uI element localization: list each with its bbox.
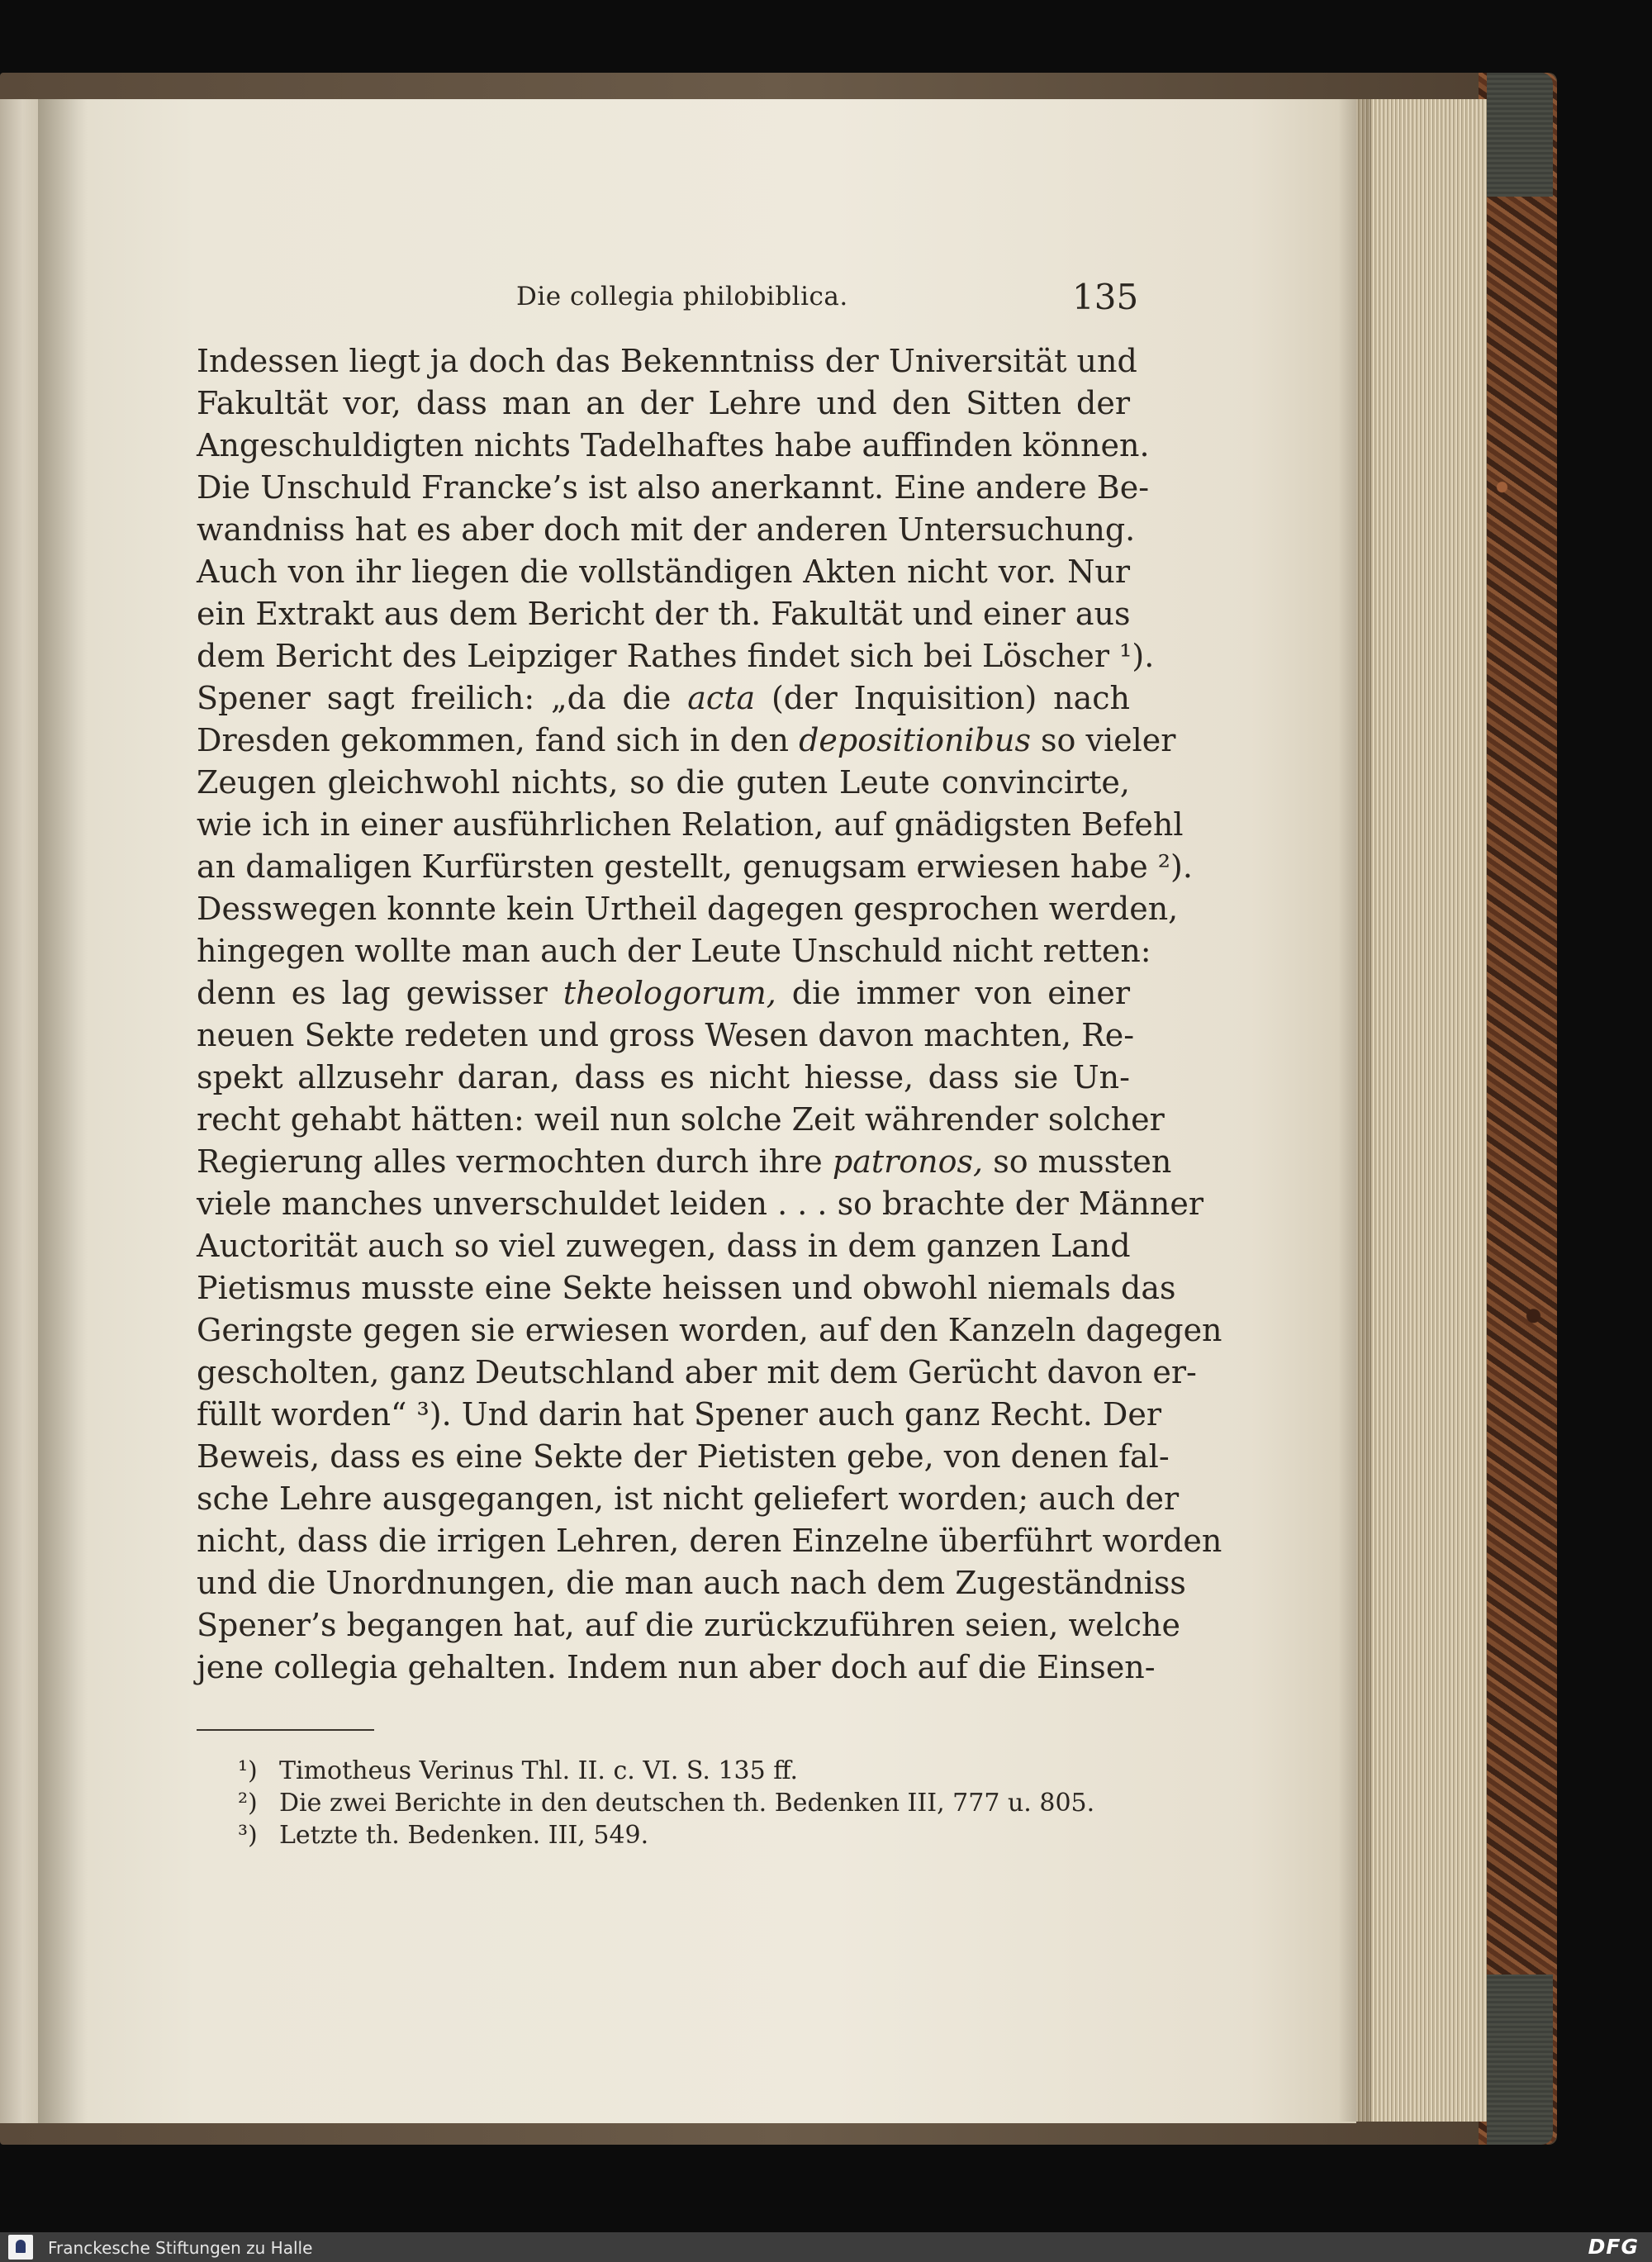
text-line: Fakultät vor, dass man an der Lehre und den Sitten der	[197, 385, 1130, 421]
page-number: 135	[1072, 277, 1139, 317]
footnote-text: Timotheus Verinus Thl. II. c. VI. S. 135 ff.	[279, 1756, 799, 1785]
text-line: Angeschuldigten nichts Tadelhaftes habe auffinden können.	[197, 427, 1150, 463]
text-line: Auch von ihr liegen die vollständigen Akten nicht vor. Nur	[197, 554, 1130, 590]
text-line: ein Extrakt aus dem Bericht der th. Fakultät und einer aus	[197, 596, 1131, 632]
running-title: Die collegia philobiblica.	[516, 282, 848, 311]
italic-term: patronos,	[832, 1143, 984, 1180]
footnote-3	[238, 1819, 1138, 1851]
text-line: nicht, dass die irrigen Lehren, deren Einzelne überführt worden	[197, 1523, 1222, 1559]
page-curl-shadow	[1338, 99, 1371, 2122]
facing-page-edge	[0, 99, 38, 2123]
text-run: so mussten	[983, 1143, 1172, 1180]
page-stack-edge	[1355, 99, 1487, 2122]
gutter-shadow	[38, 99, 88, 2123]
italic-term: depositionibus	[799, 722, 1031, 758]
text-line: Indessen liegt ja doch das Bekenntniss der Universität und	[197, 343, 1137, 379]
footnote-text: Die zwei Berichte in den deutschen th. Bedenken III, 777 u. 805.	[279, 1789, 1095, 1818]
text-line: recht gehabt hätten: weil nun solche Zeit währender solcher	[197, 1101, 1165, 1138]
text-line	[197, 720, 1176, 762]
text-line	[197, 972, 1130, 1015]
footnote-1	[238, 1755, 1138, 1787]
text-line: an damaligen Kurfürsten gestellt, genugsam erwiesen habe ²).	[197, 848, 1193, 885]
viewer-footer	[0, 2232, 1652, 2262]
footnote-mark: ²)	[238, 1789, 258, 1818]
text-line: viele manches unverschuldet leiden . . . so brachte der Männer	[197, 1186, 1203, 1222]
institution-logo-icon	[8, 2235, 33, 2260]
text-run: Regierung alles vermochten durch ihre	[197, 1143, 833, 1180]
text-line: Pietismus musste eine Sekte heissen und obwohl niemals das	[197, 1270, 1176, 1306]
text-line: Spener’s begangen hat, auf die zurückzuführen seien, welche	[197, 1607, 1180, 1643]
italic-term: acta	[687, 680, 756, 716]
text-line: Geringste gegen sie erwiesen worden, auf den Kanzeln dagegen	[197, 1312, 1222, 1348]
spine-cloth-bottom	[1487, 1974, 1553, 2145]
text-line	[197, 1141, 1172, 1183]
footnote-text: Letzte th. Bedenken. III, 549.	[279, 1821, 649, 1850]
institution-label: Franckesche Stiftungen zu Halle	[48, 2238, 313, 2258]
footnotes	[238, 1755, 1138, 1851]
italic-term: theologorum,	[563, 975, 776, 1011]
spine-cloth-top	[1487, 73, 1553, 197]
text-line: wandniss hat es aber doch mit der anderen Untersuchung.	[197, 511, 1136, 548]
text-line: gescholten, ganz Deutschland aber mit dem Gerücht davon er-	[197, 1354, 1197, 1390]
text-run: Spener sagt freilich: „da die	[197, 680, 688, 716]
text-line: spekt allzusehr daran, dass es nicht hiesse, dass sie Un-	[197, 1059, 1130, 1095]
text-run: denn es lag gewisser	[197, 975, 563, 1011]
text-line: Beweis, dass es eine Sekte der Pietisten gebe, von denen fal-	[197, 1438, 1170, 1475]
text-line	[197, 677, 1130, 720]
text-run: so vieler	[1030, 722, 1176, 758]
text-run: die immer von einer	[776, 975, 1130, 1011]
text-line: füllt worden“ ³). Und darin hat Spener auch ganz Recht. Der	[197, 1396, 1161, 1433]
text-line: und die Unordnungen, die man auch nach dem Zugeständniss	[197, 1565, 1186, 1601]
running-head	[0, 277, 1652, 326]
dfg-logo: DFG	[1588, 2235, 1639, 2259]
text-line: Desswegen konnte kein Urtheil dagegen gesprochen werden,	[197, 891, 1179, 927]
footnote-mark: ³)	[238, 1821, 258, 1850]
marbled-board-edge	[1479, 73, 1557, 2145]
text-line: Die Unschuld Francke’s ist also anerkannt. Eine andere Be-	[197, 469, 1150, 506]
footnote-2	[238, 1787, 1138, 1819]
body-text	[197, 340, 1222, 1689]
text-line: neuen Sekte redeten und gross Wesen davon machten, Re-	[197, 1017, 1135, 1053]
text-line: Auctorität auch so viel zuwegen, dass in dem ganzen Land	[197, 1228, 1131, 1264]
text-line: sche Lehre ausgegangen, ist nicht geliefert worden; auch der	[197, 1480, 1180, 1517]
footnote-rule	[197, 1729, 374, 1731]
text-run: Dresden gekommen, fand sich in den	[197, 722, 800, 758]
text-run: (der Inquisition) nach	[755, 680, 1130, 716]
text-line: hingegen wollte man auch der Leute Unschuld nicht retten:	[197, 933, 1151, 969]
footnote-mark: ¹)	[238, 1756, 258, 1785]
text-line: jene collegia gehalten. Indem nun aber doch auf die Einsen-	[197, 1649, 1156, 1685]
text-line: dem Bericht des Leipziger Rathes findet sich bei Löscher ¹).	[197, 638, 1155, 674]
text-line: wie ich in einer ausführlichen Relation, auf gnädigsten Befehl	[197, 806, 1184, 843]
text-line: Zeugen gleichwohl nichts, so die guten Leute convincirte,	[197, 764, 1130, 801]
